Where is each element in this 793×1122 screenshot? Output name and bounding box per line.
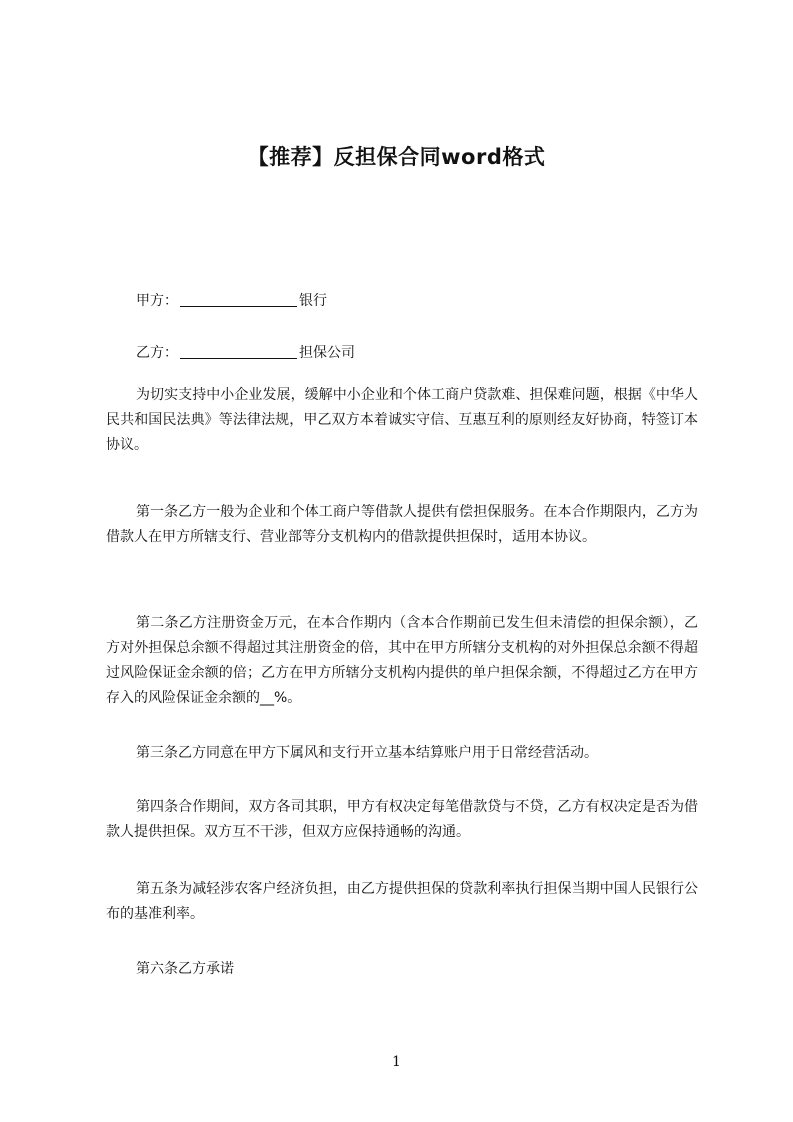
party-a-blank [180, 292, 297, 307]
document-title: 【推荐】反担保合同word格式 [247, 145, 546, 169]
party-b-suffix: 担保公司 [299, 345, 355, 361]
party-b-line [136, 341, 355, 366]
paragraph-article-2: 第二条乙方注册资金万元，在本合作期内（含本合作期前已发生但未清偿的担保余额），乙方对外担保总余额不得超过其注册资金的倍，其中在甲方所辖分支机构的对外担保总余额不得超过风险保证金余额的倍；乙方在甲方所辖分支机构内提供的单户担保余额，不得超过乙方在甲方存入的风险保证金余额的__%。 [106, 615, 698, 706]
paragraph-article-1: 第一条乙方一般为企业和个体工商户等借款人提供有偿担保服务。在本合作期限内，乙方为借款人在甲方所辖支行、营业部等分支机构内的借款提供担保时，适用本协议。 [106, 504, 698, 545]
party-b-blank [180, 344, 297, 359]
paragraph-article-5: 第五条为减轻涉农客户经济负担，由乙方提供担保的贷款利率执行担保当期中国人民银行公布的基准利率。 [106, 881, 698, 922]
paragraph-article-4: 第四条合作期间，双方各司其职，甲方有权决定每笔借款贷与不贷，乙方有权决定是否为借款人提供担保。双方互不干涉，但双方应保持通畅的沟通。 [106, 799, 698, 840]
page-number: 1 [392, 1054, 401, 1070]
party-a-suffix: 银行 [299, 293, 327, 309]
party-a-label: 甲方： [136, 293, 178, 309]
paragraph-article-3: 第三条乙方同意在甲方下属风和支行开立基本结算账户用于日常经营活动。 [136, 745, 598, 761]
paragraph-article-6: 第六条乙方承诺 [136, 961, 234, 977]
paragraph-preamble: 为切实支持中小企业发展，缓解中小企业和个体工商户贷款难、担保难问题，根据《中华人民共和国民法典》等法律法规，甲乙双方本着诚实守信、互惠互利的原则经友好协商，特签订本协议。 [106, 387, 698, 453]
party-a-line [136, 289, 327, 314]
party-b-label: 乙方： [136, 345, 178, 361]
